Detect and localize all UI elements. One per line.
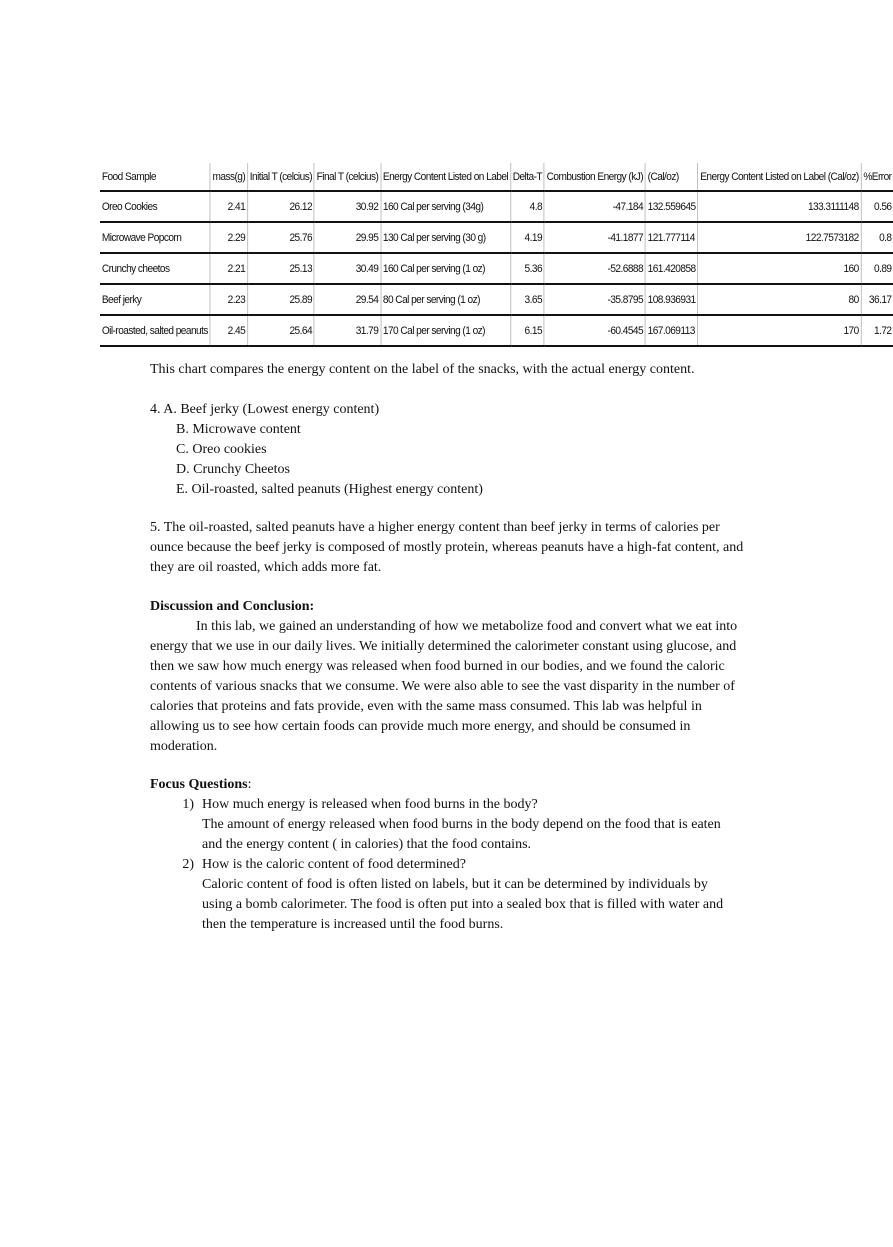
table-caption: This chart compares the energy content on the label of the snacks, with the actual energy content. <box>150 362 695 377</box>
table-cell: 2.21 <box>210 253 247 284</box>
answer-c: C. Oreo cookies <box>176 442 267 457</box>
table-cell: 1.72 <box>861 315 893 346</box>
table-cell: 121.777114 <box>645 222 698 253</box>
table-cell: 160 Cal per serving (34g) <box>381 191 511 222</box>
column-header: Combustion Energy (kJ) <box>544 163 645 191</box>
table-cell: 160 Cal per serving (1 oz) <box>381 253 511 284</box>
table-cell: 31.79 <box>314 315 380 346</box>
answer-e: E. Oil-roasted, salted peanuts (Highest energy content) <box>176 482 483 497</box>
table-row <box>100 284 893 315</box>
table-cell: 29.95 <box>314 222 380 253</box>
table-cell: 26.12 <box>247 191 314 222</box>
table-cell: 108.936931 <box>645 284 698 315</box>
table-cell: 0.89 <box>861 253 893 284</box>
table-cell: 167.069113 <box>645 315 698 346</box>
answer-text: The amount of energy released when food burns in the body depend on the food that is eaten and the energy content ( in calories) that the food contains. <box>202 817 721 852</box>
table-row <box>100 191 893 222</box>
column-header: %Error <box>861 163 893 191</box>
table-cell: 2.29 <box>210 222 247 253</box>
question-4 <box>150 400 750 500</box>
table-cell: Oreo Cookies <box>100 191 210 222</box>
answer-text: Caloric content of food is often listed on labels, but it can be determined by individuals by using a bomb calorimeter. The food is often put into a sealed box that is filled with water and then the temperature is increased until the food burns. <box>202 877 724 932</box>
column-header: (Cal/oz) <box>645 163 698 191</box>
table-header-row <box>100 163 893 191</box>
table-cell: 122.7573182 <box>698 222 861 253</box>
table-cell: 6.15 <box>510 315 544 346</box>
focus-colon: : <box>247 777 252 792</box>
table-cell: 0.56 <box>861 191 893 222</box>
discussion-section <box>150 597 750 757</box>
table-cell: 132.559645 <box>645 191 698 222</box>
table-cell: Crunchy cheetos <box>100 253 210 284</box>
table-cell: -41.1877 <box>544 222 645 253</box>
table-cell: 3.65 <box>510 284 544 315</box>
column-header: Delta-T <box>510 163 544 191</box>
table-cell: -60.4545 <box>544 315 645 346</box>
table-cell: 161.420858 <box>645 253 698 284</box>
focus-section <box>150 775 750 935</box>
table-row <box>100 315 893 346</box>
table-cell: 170 Cal per serving (1 oz) <box>381 315 511 346</box>
table-cell: 5.36 <box>510 253 544 284</box>
column-header: Energy Content Listed on Label (Cal/oz) <box>698 163 861 191</box>
table-cell: -52.6888 <box>544 253 645 284</box>
table-cell: Oil-roasted, salted peanuts <box>100 315 210 346</box>
table-cell: 133.3111148 <box>698 191 861 222</box>
table-cell: 80 Cal per serving (1 oz) <box>381 284 511 315</box>
table-row <box>100 253 893 284</box>
question-5: 5. The oil-roasted, salted peanuts have a higher energy content than beef jerky in terms of calories per ounce because the beef jerky is composed of mostly protein, whereas peanuts have a high-fat content, and they are oil roasted, which adds more fat. <box>150 520 744 575</box>
table-cell: 160 <box>698 253 861 284</box>
table-cell: 25.76 <box>247 222 314 253</box>
answer-b: B. Microwave content <box>176 422 301 437</box>
discussion-text: In this lab, we gained an understanding of how we metabolize food and convert what we eat into energy that we use in our daily lives. We initially determined the calorimeter constant using glucose, and then we saw how much energy was released when food burned in our bodies, and we found the caloric contents of various snacks that we consume. We were also able to see the vast disparity in the number of calories that proteins and fats provide, even with the same mass consumed. This lab was helpful in allowing us to see how certain foods can provide much more energy, and should be consumed in moderation. <box>150 619 738 754</box>
table-cell: 2.41 <box>210 191 247 222</box>
focus-question-1 <box>150 795 750 855</box>
focus-heading: Focus Questions <box>150 777 248 792</box>
question-text: How is the caloric content of food determined? <box>202 857 466 872</box>
table-cell: 25.64 <box>247 315 314 346</box>
column-header: Initial T (celcius) <box>247 163 314 191</box>
results-table <box>100 163 893 347</box>
column-header: Energy Content Listed on Label <box>381 163 511 191</box>
answer-a: 4. A. Beef jerky (Lowest energy content) <box>150 402 380 417</box>
table-cell: Microwave Popcorn <box>100 222 210 253</box>
column-header: Food Sample <box>100 163 210 191</box>
table-cell: 80 <box>698 284 861 315</box>
table-cell: 2.23 <box>210 284 247 315</box>
discussion-heading: Discussion and Conclusion: <box>150 599 315 614</box>
table-row <box>100 222 893 253</box>
table-cell: 30.92 <box>314 191 380 222</box>
answer-d: D. Crunchy Cheetos <box>176 462 290 477</box>
table-cell: 4.8 <box>510 191 544 222</box>
table-cell: 170 <box>698 315 861 346</box>
table-cell: 130 Cal per serving (30 g) <box>381 222 511 253</box>
column-header: mass(g) <box>210 163 247 191</box>
table-cell: 25.89 <box>247 284 314 315</box>
table-cell: Beef jerky <box>100 284 210 315</box>
table-cell: 4.19 <box>510 222 544 253</box>
table-cell: 2.45 <box>210 315 247 346</box>
table-cell: 36.17 <box>861 284 893 315</box>
table-cell: -47.184 <box>544 191 645 222</box>
question-number: 1) <box>182 797 194 812</box>
table-cell: 30.49 <box>314 253 380 284</box>
column-header: Final T (celcius) <box>314 163 380 191</box>
table-cell: 25.13 <box>247 253 314 284</box>
question-text: How much energy is released when food burns in the body? <box>202 797 538 812</box>
table-cell: -35.8795 <box>544 284 645 315</box>
table-cell: 0.8 <box>861 222 893 253</box>
question-number: 2) <box>182 857 194 872</box>
focus-question-2 <box>150 855 750 935</box>
table-cell: 29.54 <box>314 284 380 315</box>
